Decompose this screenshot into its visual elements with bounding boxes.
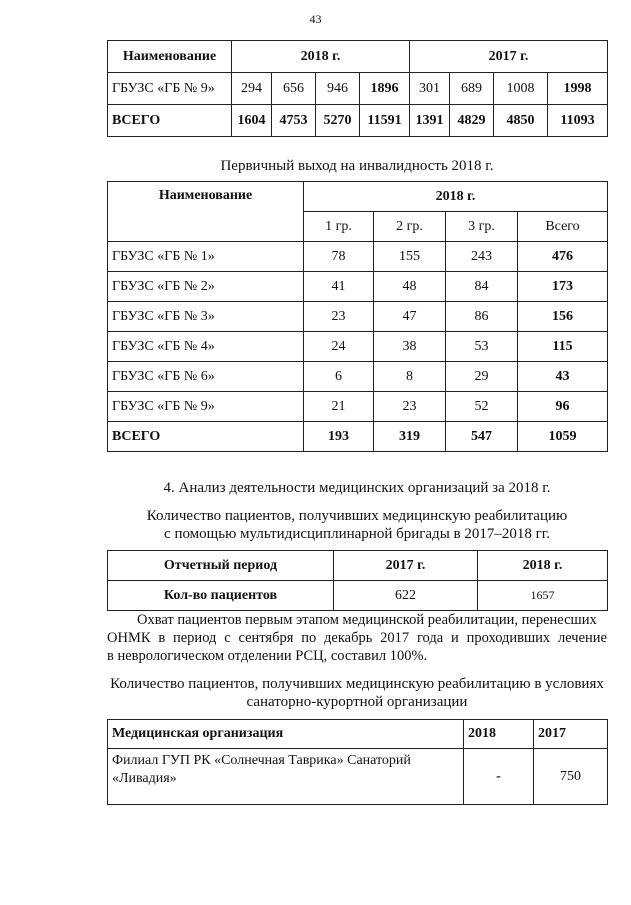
table-cell: 86 bbox=[446, 302, 518, 332]
table-cell: 319 bbox=[374, 422, 446, 452]
table-cell: 547 bbox=[446, 422, 518, 452]
table-cell: 689 bbox=[450, 73, 494, 105]
row-label: ГБУЗС «ГБ № 9» bbox=[108, 392, 304, 422]
row-label bbox=[108, 749, 464, 805]
table-cell: 173 bbox=[518, 272, 608, 302]
table-cell: - bbox=[464, 749, 534, 805]
table-cell: 29 bbox=[446, 362, 518, 392]
coverage-paragraph-line3: в неврологическом отделении РСЦ, составил 100%. bbox=[107, 648, 428, 664]
column-header-2018: 2018 г. bbox=[232, 41, 410, 73]
table-cell: 750 bbox=[534, 749, 608, 805]
sanatorium-table bbox=[107, 719, 608, 805]
table-cell: 47 bbox=[374, 302, 446, 332]
column-header-year: 2018 г. bbox=[304, 182, 608, 212]
table-cell: 48 bbox=[374, 272, 446, 302]
table-row bbox=[108, 73, 608, 105]
table-cell: 41 bbox=[304, 272, 374, 302]
table-cell: 156 bbox=[518, 302, 608, 332]
table-cell: 84 bbox=[446, 272, 518, 302]
column-header-2018: 2018 г. bbox=[478, 551, 608, 581]
column-header-group3: 3 гр. bbox=[446, 212, 518, 242]
table-header-row bbox=[108, 720, 608, 749]
table-cell: 96 bbox=[518, 392, 608, 422]
table-row bbox=[108, 362, 608, 392]
section-heading: 4. Анализ деятельности медицинских организаций за 2018 г. bbox=[163, 480, 551, 496]
column-header-period: Отчетный период bbox=[108, 551, 334, 581]
row-label: ГБУЗС «ГБ № 9» bbox=[108, 73, 232, 105]
row-label: ВСЕГО bbox=[108, 422, 304, 452]
rehab-team-caption-line2: с помощью мультидисциплинарной бригады в 2017–2018 гг. bbox=[164, 526, 550, 542]
table-row bbox=[108, 332, 608, 362]
row-label: ГБУЗС «ГБ № 2» bbox=[108, 272, 304, 302]
column-header-2017: 2017 г. bbox=[410, 41, 608, 73]
table-cell: 11591 bbox=[360, 105, 410, 137]
table-cell: 294 bbox=[232, 73, 272, 105]
table-cell: 52 bbox=[446, 392, 518, 422]
column-header-2017: 2017 г. bbox=[334, 551, 478, 581]
rehab-team-caption-line1: Количество пациентов, получивших медицинскую реабилитацию bbox=[146, 508, 568, 524]
table-cell: 24 bbox=[304, 332, 374, 362]
column-header-organization: Медицинская организация bbox=[108, 720, 464, 749]
table-header-row bbox=[108, 182, 608, 212]
row-label: ГБУЗС «ГБ № 4» bbox=[108, 332, 304, 362]
hospital-totals-table bbox=[107, 40, 608, 137]
organization-name-line1: Филиал ГУП РК «Солнечная Таврика» Санаторий bbox=[112, 753, 411, 768]
disability-table bbox=[107, 181, 608, 452]
sanatorium-caption-line2: санаторно-курортной организации bbox=[246, 694, 468, 710]
table-cell: 193 bbox=[304, 422, 374, 452]
table-cell: 43 bbox=[518, 362, 608, 392]
table-cell: 1008 bbox=[494, 73, 548, 105]
coverage-paragraph-line1: Охват пациентов первым этапом медицинской реабилитации, перенесших bbox=[137, 612, 597, 628]
table-row bbox=[108, 272, 608, 302]
table-cell: 1059 bbox=[518, 422, 608, 452]
table-cell: 115 bbox=[518, 332, 608, 362]
row-label: ГБУЗС «ГБ № 3» bbox=[108, 302, 304, 332]
table-row-total bbox=[108, 105, 608, 137]
table-cell: 8 bbox=[374, 362, 446, 392]
table-cell: 1391 bbox=[410, 105, 450, 137]
organization-name-line2: «Ливадия» bbox=[112, 771, 177, 786]
table-cell: 301 bbox=[410, 73, 450, 105]
table-cell: 21 bbox=[304, 392, 374, 422]
column-header-group1: 1 гр. bbox=[304, 212, 374, 242]
table-cell: 476 bbox=[518, 242, 608, 272]
row-label: ВСЕГО bbox=[108, 105, 232, 137]
rehab-team-table bbox=[107, 550, 608, 611]
sanatorium-caption-line1: Количество пациентов, получивших медицинскую реабилитацию в условиях bbox=[110, 676, 604, 692]
column-header-name: Наименование bbox=[108, 41, 232, 73]
page-number: 43 bbox=[309, 12, 322, 26]
table-cell: 38 bbox=[374, 332, 446, 362]
column-header-name: Наименование bbox=[108, 182, 304, 242]
table-header-row bbox=[108, 41, 608, 73]
row-label: ГБУЗС «ГБ № 6» bbox=[108, 362, 304, 392]
column-header-2018: 2018 bbox=[464, 720, 534, 749]
table-cell: 53 bbox=[446, 332, 518, 362]
table-row-total bbox=[108, 422, 608, 452]
table-cell: 4753 bbox=[272, 105, 316, 137]
table-cell: 78 bbox=[304, 242, 374, 272]
table-cell: 4829 bbox=[450, 105, 494, 137]
table-cell: 155 bbox=[374, 242, 446, 272]
table-row bbox=[108, 302, 608, 332]
table-cell: 11093 bbox=[548, 105, 608, 137]
table-row bbox=[108, 242, 608, 272]
row-label: ГБУЗС «ГБ № 1» bbox=[108, 242, 304, 272]
table-cell: 23 bbox=[374, 392, 446, 422]
row-label: Кол-во пациентов bbox=[108, 581, 334, 611]
column-header-2017: 2017 bbox=[534, 720, 608, 749]
table-cell: 656 bbox=[272, 73, 316, 105]
disability-table-caption: Первичный выход на инвалидность 2018 г. bbox=[220, 158, 494, 174]
table-header-row bbox=[108, 551, 608, 581]
table-cell: 1657 bbox=[478, 581, 608, 611]
table-cell: 1998 bbox=[548, 73, 608, 105]
table-cell: 6 bbox=[304, 362, 374, 392]
table-cell: 1604 bbox=[232, 105, 272, 137]
coverage-paragraph-line2: ОНМК в период с сентября по декабрь 2017 года и проходивших лечение bbox=[107, 630, 607, 646]
column-header-group2: 2 гр. bbox=[374, 212, 446, 242]
table-cell: 946 bbox=[316, 73, 360, 105]
table-cell: 622 bbox=[334, 581, 478, 611]
table-row bbox=[108, 749, 608, 805]
table-cell: 4850 bbox=[494, 105, 548, 137]
column-header-total: Всего bbox=[518, 212, 608, 242]
table-cell: 243 bbox=[446, 242, 518, 272]
table-row bbox=[108, 581, 608, 611]
table-row bbox=[108, 392, 608, 422]
table-cell: 1896 bbox=[360, 73, 410, 105]
table-cell: 23 bbox=[304, 302, 374, 332]
table-cell: 5270 bbox=[316, 105, 360, 137]
